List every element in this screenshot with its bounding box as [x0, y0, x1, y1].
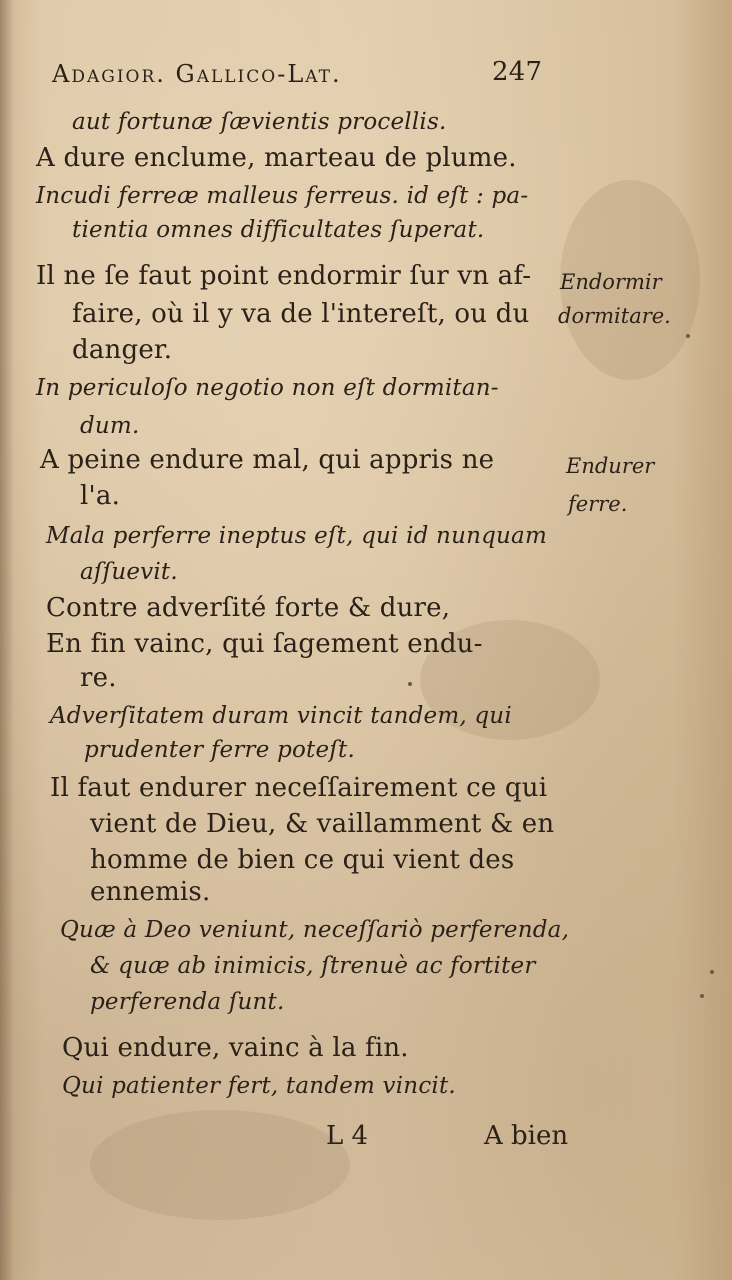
text-line: aſſuevit. [80, 559, 178, 585]
text-line: Contre adverſité forte & dure, [46, 593, 451, 623]
text-line: Qui patienter fert, tandem vincit. [62, 1073, 456, 1099]
text-line: danger. [72, 335, 173, 365]
signature-mark: L 4 [326, 1121, 369, 1151]
catchword: A bien [484, 1121, 569, 1151]
ink-speck [710, 970, 714, 974]
text-line: homme de bien ce qui vient des [90, 845, 515, 875]
text-line: Mala perferre ineptus eſt, qui id nunquam [46, 523, 547, 549]
ink-speck [408, 682, 412, 686]
text-line: Incudi ferreæ malleus ferreus. id eſt : pa- [36, 183, 529, 209]
text-line: Adverſitatem duram vincit tandem, qui [50, 703, 512, 729]
page-gutter-shadow [0, 0, 14, 1280]
text-line: Il ne ſe faut point endormir ſur vn af- [36, 261, 532, 291]
text-line: & quæ ab inimicis, ſtrenuè ac fortiter [90, 953, 536, 979]
margin-note: Endurer [566, 454, 655, 478]
margin-note: ferre. [568, 492, 628, 516]
text-line: In periculoſo negotio non eſt dormitan- [36, 375, 499, 401]
text-line: tientia omnes difficultates ſuperat. [72, 217, 485, 243]
margin-note: Endormir [560, 270, 662, 294]
text-line: A peine endure mal, qui appris ne [40, 445, 495, 475]
ink-speck [686, 334, 690, 338]
text-line: perferenda ſunt. [90, 989, 285, 1015]
running-title: Adagior. Gallico-Lat. [52, 60, 342, 88]
text-line: vient de Dieu, & vaillamment & en [90, 809, 555, 839]
text-line: Qui endure, vainc à la fin. [62, 1033, 409, 1063]
text-line: aut fortunæ ſævientis procellis. [72, 109, 447, 135]
text-line: ennemis. [90, 877, 211, 907]
text-line: prudenter ferre poteſt. [84, 737, 355, 763]
text-line: A dure enclume, marteau de plume. [36, 143, 517, 173]
page-number: 247 [492, 57, 543, 87]
text-line: En fin vainc, qui ſagement endu- [46, 629, 483, 659]
margin-note: dormitare. [558, 304, 671, 328]
text-line: Quæ à Deo veniunt, neceſſariò perferenda, [60, 917, 570, 943]
text-line: faire, où il y va de l'intereſt, ou du [72, 299, 530, 329]
paper-stain [90, 1110, 350, 1220]
text-line: l'a. [80, 481, 121, 511]
text-line: re. [80, 663, 117, 693]
text-line: dum. [80, 413, 140, 439]
ink-speck [700, 994, 704, 998]
text-line: Il faut endurer neceſſairement ce qui [50, 773, 548, 803]
